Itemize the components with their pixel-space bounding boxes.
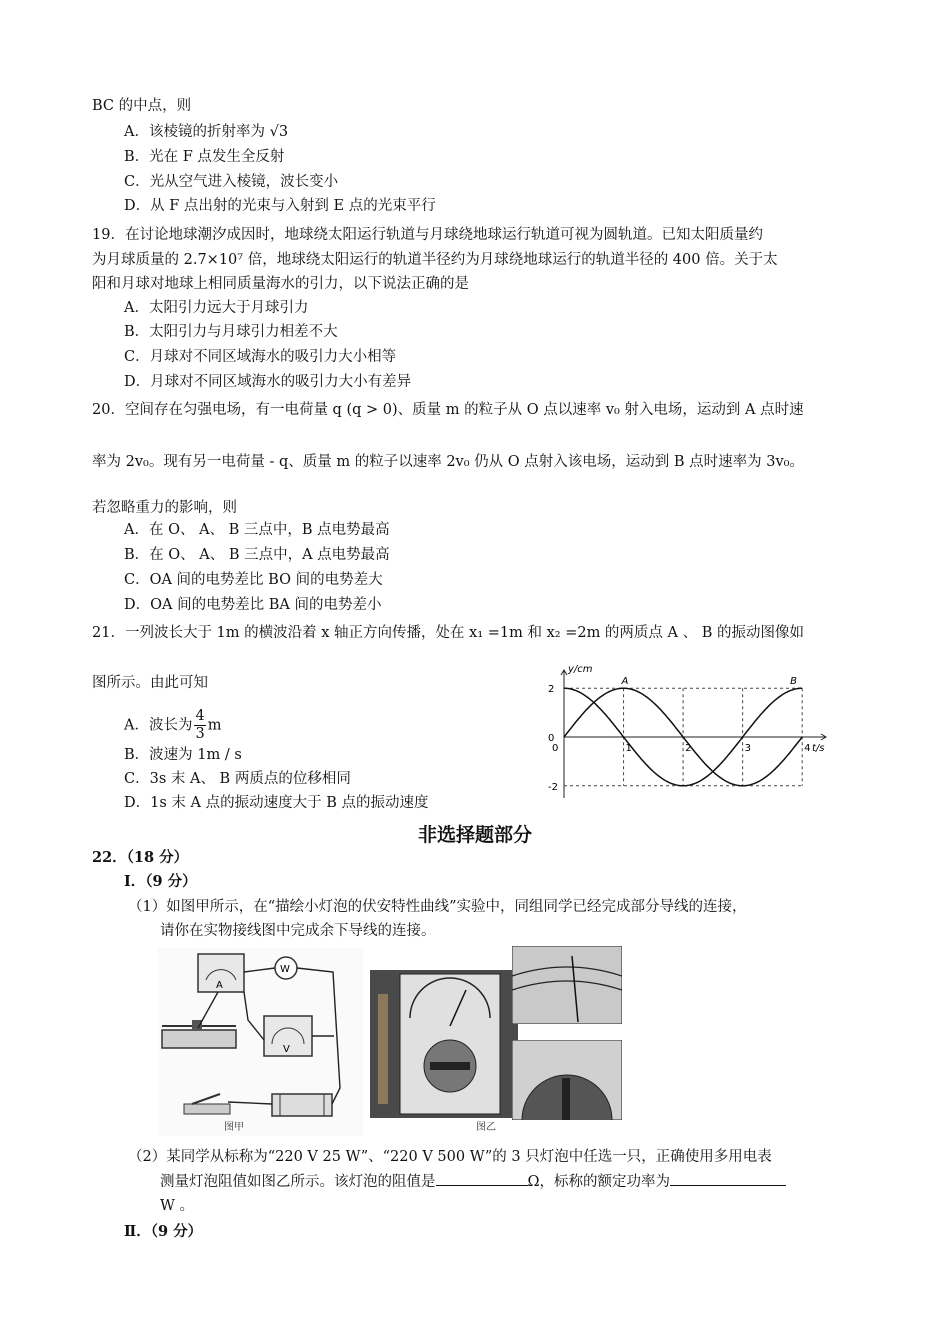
q20-option-d: D．OA 间的电势差比 BA 间的电势差小 xyxy=(124,597,382,613)
x-axis-label: t/s xyxy=(812,743,825,754)
point-label-b: B xyxy=(790,676,798,688)
q19-option-c: C．月球对不同区域海水的吸引力大小相等 xyxy=(124,349,397,365)
q22-p2-line2-a: 测量灯泡阻值如图乙所示。该灯泡的阻值是 xyxy=(160,1174,436,1190)
resistance-answer-blank[interactable] xyxy=(436,1171,528,1186)
figure-jia-caption: 图甲 xyxy=(224,1122,244,1133)
y-tick-label: -2 xyxy=(548,781,558,793)
x-tick-label: 1 xyxy=(625,743,632,754)
ammeter-icon xyxy=(198,954,244,992)
q21-option-d: D．1s 末 A 点的振动速度大于 B 点的振动速度 xyxy=(124,795,429,811)
q22-part2-title: Ⅱ．（9 分） xyxy=(124,1223,203,1240)
q21-fraction xyxy=(194,708,205,743)
q20-stem-line2: 率为 2v₀。现有另一电荷量 - q、质量 m 的粒子以速率 2v₀ 仍从 O 点射入该电场，运动到 B 点时速率为 3v₀。 xyxy=(92,454,804,470)
section-title: 非选择题部分 xyxy=(417,824,532,846)
q19-stem-line3: 阳和月球对地球上相同质量海水的引力，以下说法正确的是 xyxy=(92,276,469,292)
vibration-graph xyxy=(542,658,842,808)
multimeter-icon xyxy=(400,974,500,1114)
q20-option-b: B．在 O、 A、 B 三点中，A 点电势最高 xyxy=(124,547,390,563)
svg-text:V: V xyxy=(283,1044,290,1055)
q20-option-a: A．在 O、 A、 B 三点中，B 点电势最高 xyxy=(124,522,390,538)
q22-p1-line1: （1）如图甲所示，在“描绘小灯泡的伏安特性曲线”实验中，同组同学已经完成部分导线的连接， xyxy=(128,899,747,915)
q21-fraction-den: 3 xyxy=(195,726,205,742)
q21-option-a-unit: m xyxy=(207,717,222,734)
q19-option-d: D．月球对不同区域海水的吸引力大小有差异 xyxy=(124,374,412,390)
q20-stem-line1: 20．空间存在匀强电场，有一电荷量 q (q > 0)、质量 m 的粒子从 O 点以速率 v₀ 射入电场，运动到 A 点时速 xyxy=(92,402,804,418)
figure-yi-scale-zoom xyxy=(512,946,622,1024)
q19-option-b: B．太阳引力与月球引力相差不大 xyxy=(124,324,338,340)
q21-fraction-num: 4 xyxy=(195,708,205,724)
x-tick-label: 0 xyxy=(552,743,559,754)
figure-yi-selector-zoom xyxy=(512,1040,622,1120)
q22-p1-line2: 请你在实物接线图中完成余下导线的连接。 xyxy=(160,923,436,939)
q19-stem-line1: 19．在讨论地球潮汐成因时，地球绕太阳运行轨道与月球绕地球运行轨道可视为圆轨道。已知太阳质量约 xyxy=(92,227,763,243)
q19-stem-line2: 为月球质量的 2.7×10⁷ 倍，地球绕太阳运行的轨道半径约为月球绕地球运行的轨道半径的 400 倍。关于太 xyxy=(92,252,778,268)
q18-lead: BC 的中点，则 xyxy=(92,98,192,114)
y-axis-label: y/cm xyxy=(568,664,593,675)
q21-option-c: C．3s 末 A、 B 两质点的位移相同 xyxy=(124,771,351,787)
q21-stem-line2: 图所示。由此可知 xyxy=(92,675,208,691)
q22-head: 22．（18 分） xyxy=(92,849,189,866)
q21-option-a-prefix: A．波长为 xyxy=(124,717,193,734)
light-bulb-icon xyxy=(275,957,297,979)
q22-part1-title: Ⅰ．（9 分） xyxy=(124,873,197,890)
q18-option-a: A．该棱镜的折射率为 √3 xyxy=(124,124,289,140)
q21-option-a xyxy=(124,708,221,743)
q21-option-b: B．波速为 1m / s xyxy=(124,747,242,763)
figure-yi-caption: 图乙 xyxy=(476,1122,496,1133)
y-tick-label: 2 xyxy=(548,684,555,696)
q18-option-c: C．光从空气进入棱镜，波长变小 xyxy=(124,174,339,190)
q22-p2-line1: （2）某同学从标称为“220 V 25 W”、“220 V 500 W”的 3 只灯泡中任选一只，正确使用多用电表 xyxy=(128,1149,772,1165)
q22-p2-line2 xyxy=(160,1171,786,1192)
x-tick-label: 3 xyxy=(744,743,752,754)
q18-option-d: D．从 F 点出射的光束与入射到 E 点的光束平行 xyxy=(124,198,436,214)
power-answer-blank[interactable] xyxy=(670,1171,786,1186)
q19-option-a: A．太阳引力远大于月球引力 xyxy=(124,300,309,316)
point-label-a: A xyxy=(621,676,629,688)
y-tick-label: 0 xyxy=(548,733,555,744)
q20-option-c: C．OA 间的电势差比 BO 间的电势差大 xyxy=(124,572,383,588)
voltmeter-icon xyxy=(264,1016,312,1056)
q20-stem-line3: 若忽略重力的影响，则 xyxy=(92,500,237,516)
q22-p2-line2-b: Ω，标称的额定功率为 xyxy=(527,1174,671,1190)
q18-option-b: B．光在 F 点发生全反射 xyxy=(124,149,285,165)
battery-icon xyxy=(272,1094,332,1116)
x-tick-label: 4 xyxy=(804,743,811,754)
x-tick-label: 2 xyxy=(685,743,692,754)
svg-text:W: W xyxy=(280,964,290,975)
figure-jia-circuit xyxy=(158,948,363,1136)
q21-stem-line1: 21．一列波长大于 1m 的横波沿着 x 轴正方向传播，处在 x₁ =1m 和 x₂ =2m 的两质点 A 、 B 的振动图像如 xyxy=(92,625,804,641)
svg-text:A: A xyxy=(216,980,223,991)
q22-p2-line3: W 。 xyxy=(160,1198,195,1214)
